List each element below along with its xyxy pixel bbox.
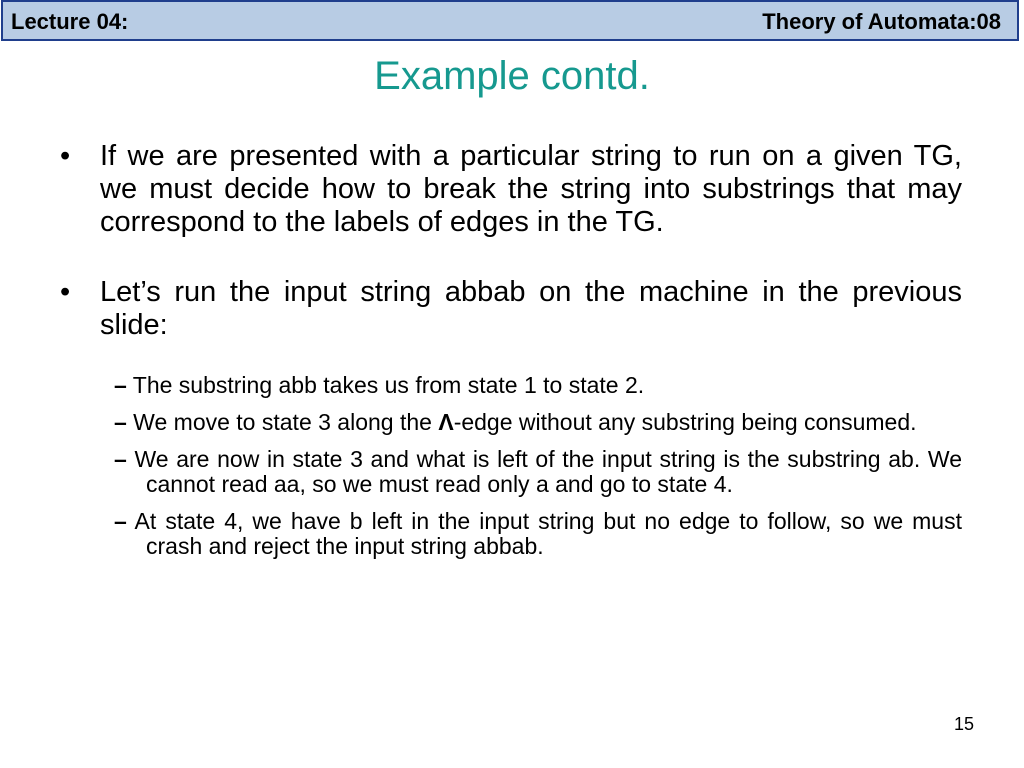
bullet-text: Let’s run the input string abbab on the machine in the previous slide: [100, 276, 962, 341]
sub-item [58, 509, 962, 559]
slide-content [58, 140, 962, 571]
dash-marker: – [114, 446, 127, 472]
sub-item-text: At state 4, we have b left in the input string but no edge to follow, so we must crash and reject the input string abbab. [126, 508, 962, 559]
dash-marker: – [114, 508, 127, 534]
bullet-text: If we are presented with a particular string to run on a given TG, we must decide how to break the string into substrings that may correspond to the labels of edges in the TG. [100, 140, 962, 238]
sub-item-text: We move to state 3 along the [126, 409, 439, 435]
sub-item-text: -edge without any substring being consumed. [453, 409, 917, 435]
sub-item-text: We are now in state 3 and what is left of the input string is the substring ab. We cannot read aa, so we must read only a and go to state 4. [126, 446, 962, 497]
header-bar [1, 0, 1019, 41]
course-label: Theory of Automata:08 [762, 9, 1001, 34]
bullet-item [58, 276, 962, 342]
lecture-label: Lecture 04: [11, 9, 129, 34]
dash-marker: – [114, 372, 127, 398]
slide-title: Example contd. [374, 54, 650, 98]
sub-item-text: The substring abb takes us from state 1 to state 2. [126, 372, 645, 398]
bullet-item [58, 140, 962, 239]
sub-item [58, 447, 962, 497]
sub-item [58, 410, 962, 435]
bullet-marker: • [60, 140, 71, 172]
lambda-symbol: Λ [438, 409, 454, 435]
sub-item [58, 373, 962, 398]
bullet-marker: • [60, 276, 71, 308]
dash-marker: – [114, 409, 127, 435]
page-number: 15 [954, 714, 975, 734]
sub-list [58, 373, 962, 559]
